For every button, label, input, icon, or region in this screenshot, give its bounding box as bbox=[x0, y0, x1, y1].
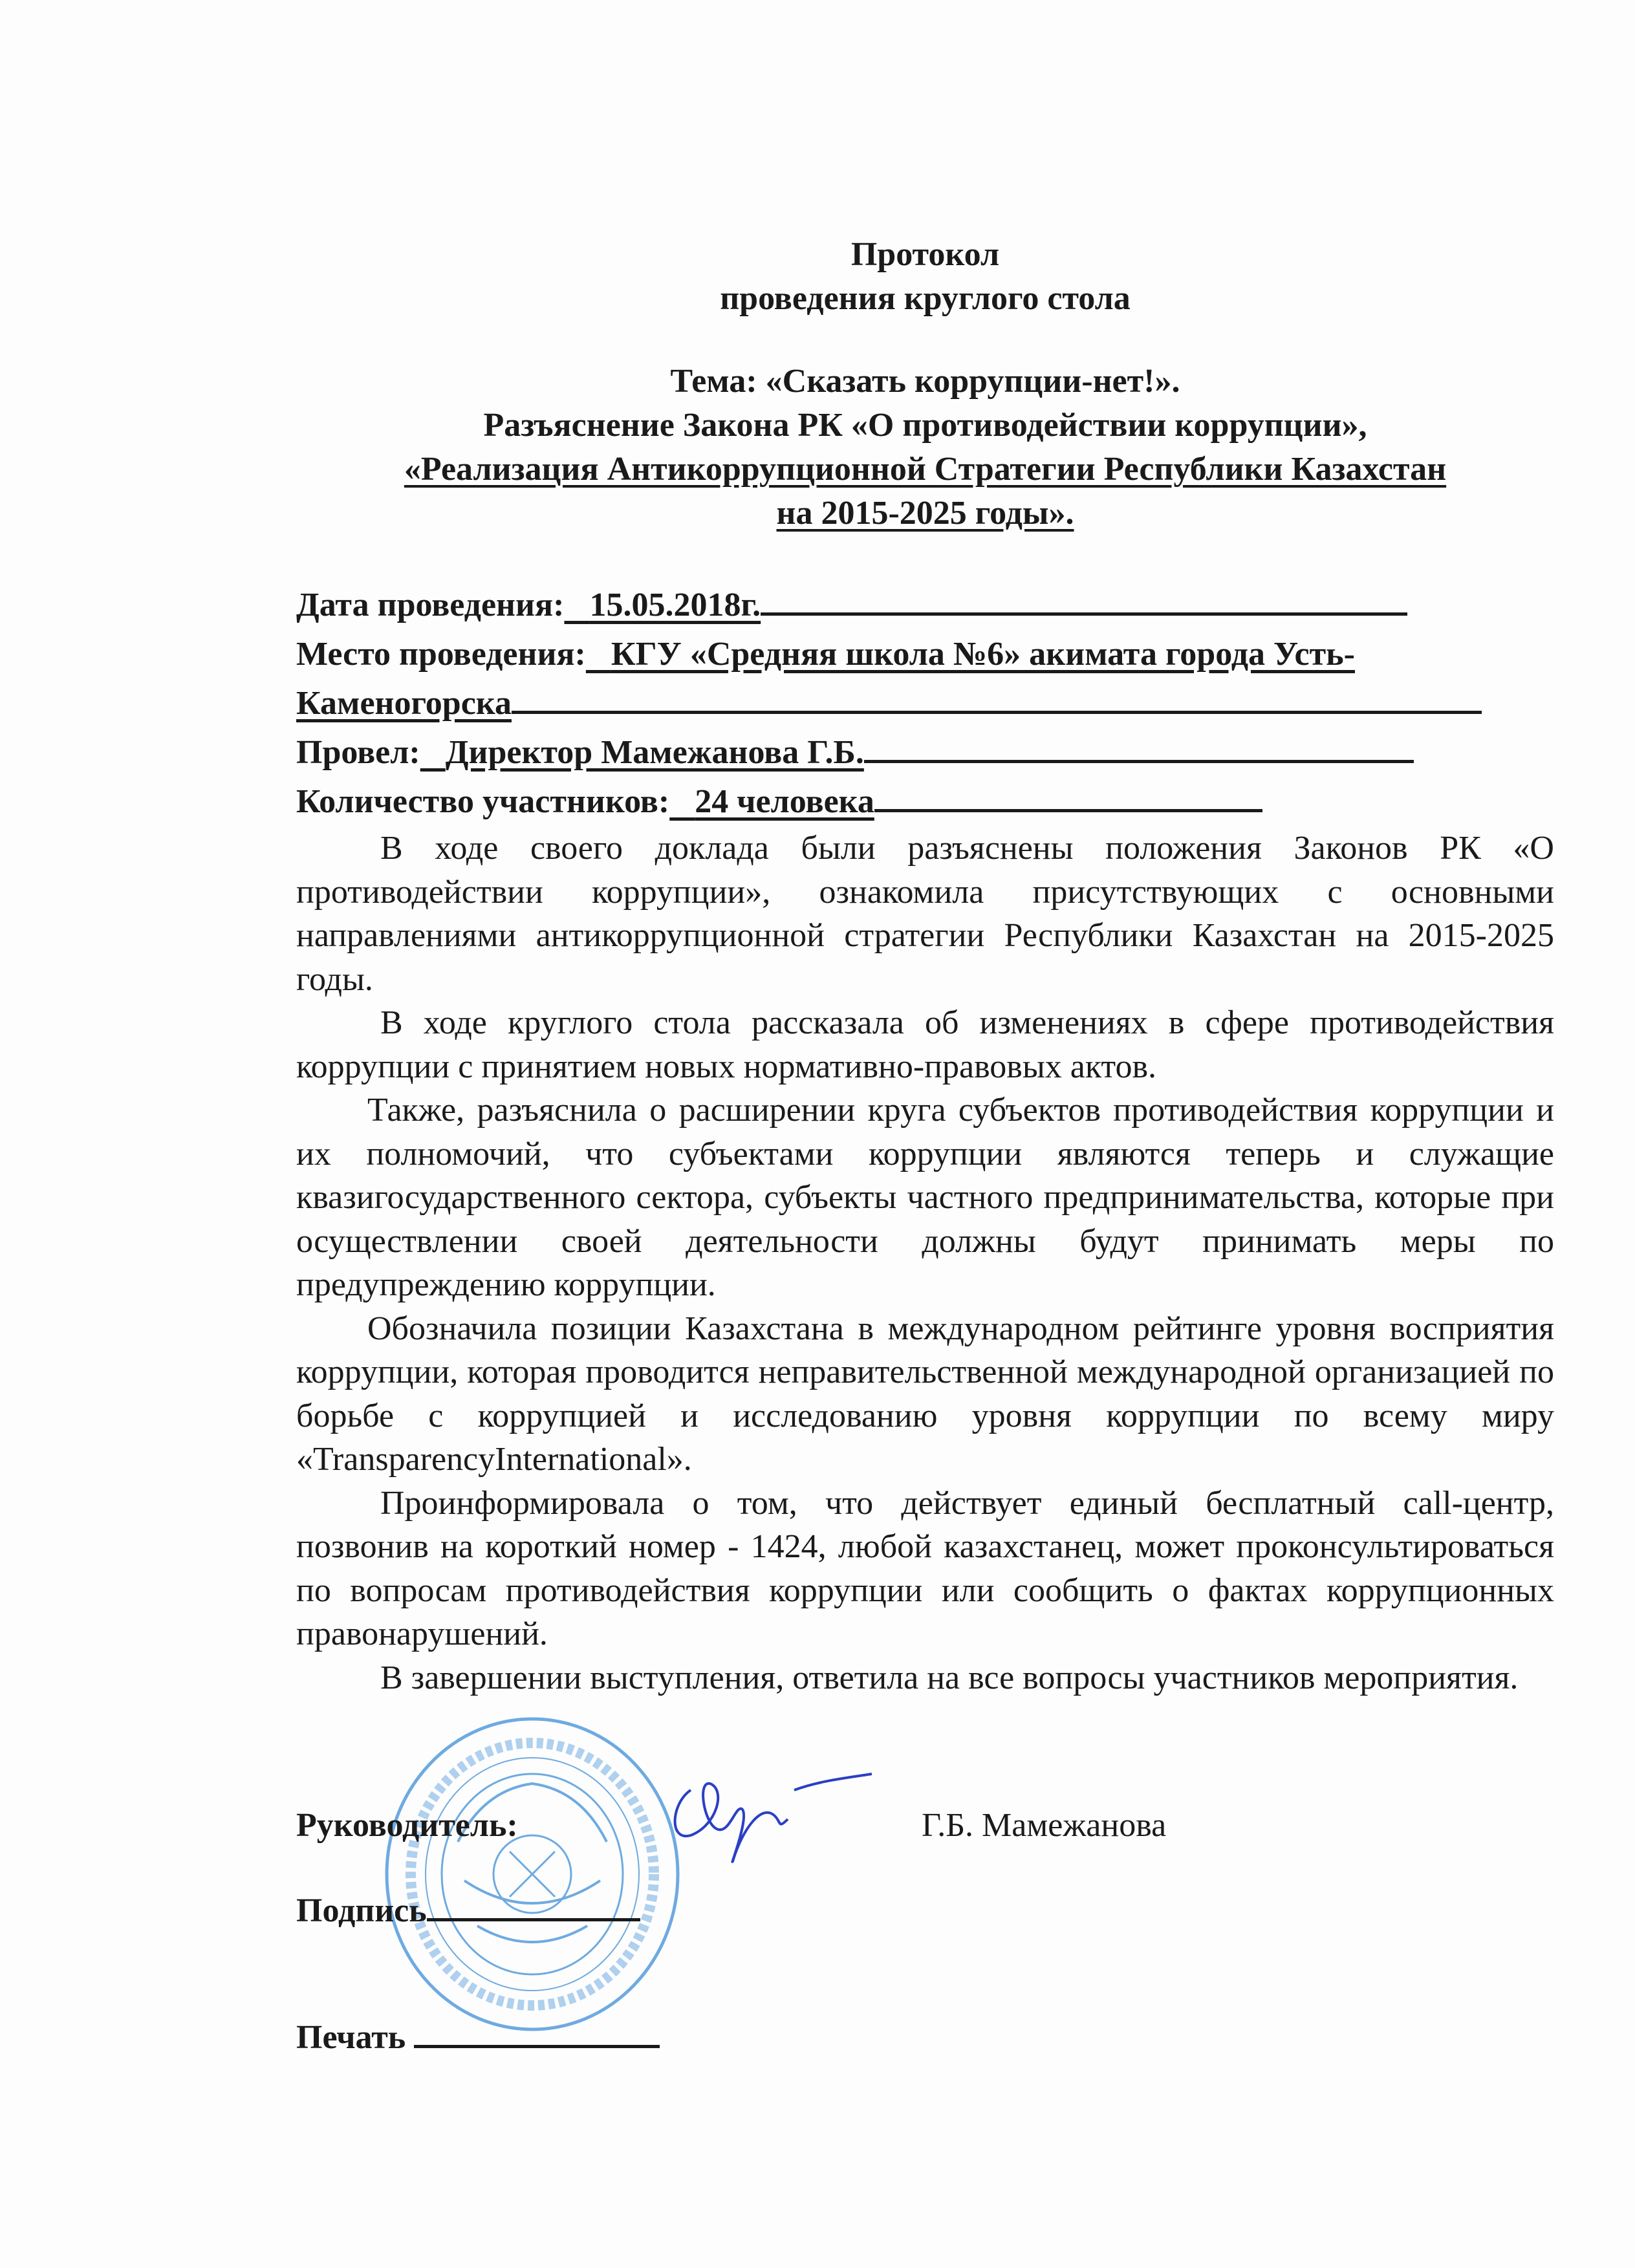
law-line: Разъяснение Закона РК «О противодействии коррупции», bbox=[483, 407, 1367, 444]
participants-value: 24 человека bbox=[695, 783, 874, 820]
date-field: Дата проведения: 15.05.2018г. bbox=[296, 581, 1554, 630]
host-value: Директор Мамежанова Г.Б. bbox=[445, 734, 864, 771]
head-row bbox=[296, 1725, 1554, 1848]
strategy-line: «Реализация Антикоррупционной Стратегии Республики Казахстан bbox=[404, 451, 1447, 488]
topic-line: Тема: «Сказать коррупции-нет!». bbox=[670, 363, 1180, 400]
title-subline: проведения круглого стола bbox=[720, 280, 1131, 317]
strategy-years-line: на 2015-2025 годы». bbox=[776, 495, 1074, 532]
head-label: Руководитель: bbox=[296, 1807, 518, 1844]
document-page bbox=[296, 233, 1554, 2126]
host-field: Провел: Директор Мамежанова Г.Б. bbox=[296, 728, 1554, 777]
title-line: Протокол bbox=[850, 236, 1000, 273]
head-name: Г.Б. Мамежанова bbox=[922, 1807, 1167, 1844]
paragraph: В ходе круглого стола рассказала об изменениях в сфере противодействия коррупции с принятием новых нормативно-правовых актов. bbox=[296, 1004, 1554, 1085]
place-value: КГУ «Средняя школа №6» акимата города Усть- bbox=[611, 636, 1355, 673]
signature-field: Подпись bbox=[296, 1888, 1554, 1934]
paragraph: В ходе своего доклада были разъяснены положения Законов РК «О противодействии коррупции», ознакомила присутствующих с основными направлениями антикоррупционной стратегии Республики Казахстан на 2015-2025 годы. bbox=[296, 830, 1554, 998]
paragraph: Проинформировала о том, что действует единый бесплатный call-центр, позвонив на короткий номер - 1424, любой казахстанец, может проконсультироваться по вопросам противодействия коррупции или сообщить о фактах коррупционных правонарушений. bbox=[296, 1484, 1554, 1652]
paragraph: Обозначила позиции Казахстана в международном рейтинге уровня восприятия коррупции, которая проводится неправительственной международной организацией по борьбе с коррупцией и исследованию уровня коррупции по всему миру «TransparencyInternational». bbox=[296, 1310, 1554, 1478]
place-field: Место проведения: КГУ «Средняя школа №6» акимата города Усть- bbox=[296, 636, 1355, 673]
signoff-block bbox=[296, 1725, 1554, 2126]
seal-field: Печать bbox=[296, 2015, 1554, 2060]
paragraph: Также, разъяснила о расширении круга субъектов противодействия коррупции и их полномочий, что субъектами коррупции являются теперь и служащие квазигосударственного сектора, субъекты частного предпринимательства, которые при осуществлении своей деятельности должны будут принимать меры по предупреждению коррупции. bbox=[296, 1092, 1554, 1303]
paragraph: В завершении выступления, ответила на все вопросы участников мероприятия. bbox=[380, 1659, 1519, 1696]
place-field-cont: Каменогорска bbox=[296, 679, 1554, 728]
participants-field: Количество участников: 24 человека bbox=[296, 777, 1554, 826]
date-value: 15.05.2018г. bbox=[589, 587, 761, 623]
document-title bbox=[296, 233, 1554, 535]
